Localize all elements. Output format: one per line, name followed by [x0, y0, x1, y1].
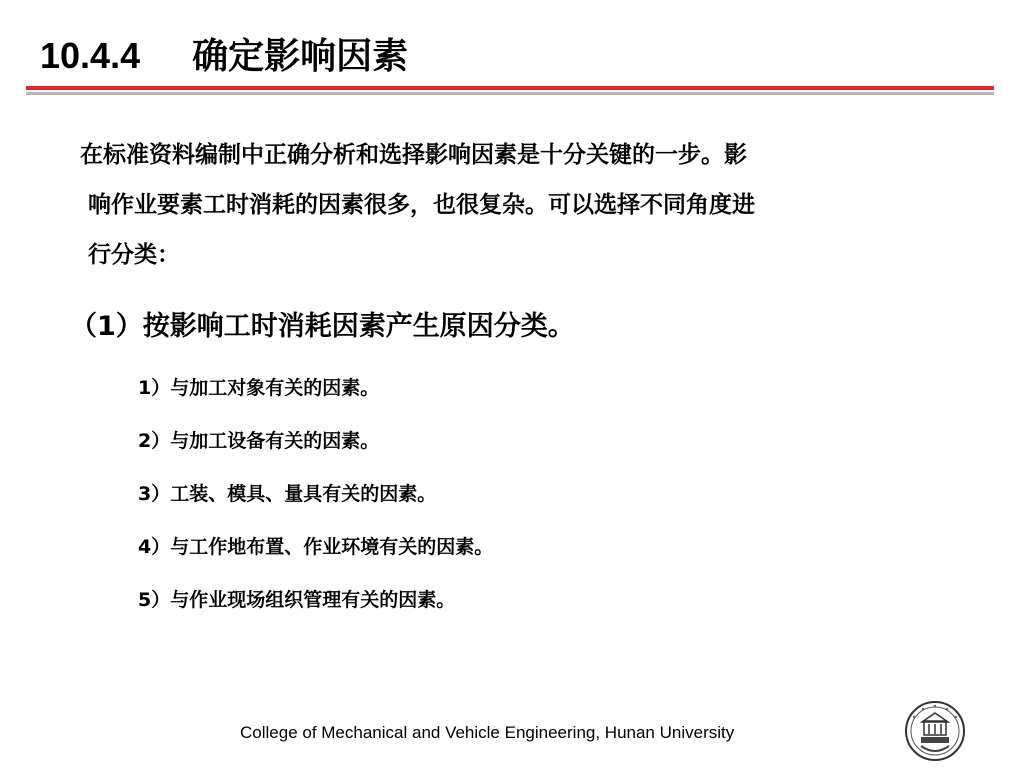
- list-item: 5）与作业现场组织管理有关的因素。: [138, 589, 456, 611]
- title-divider-red: [26, 86, 994, 90]
- list-item: 1）与加工对象有关的因素。: [138, 377, 380, 399]
- list-item: 2）与加工设备有关的因素。: [138, 430, 380, 452]
- intro-line: 行分类：: [88, 242, 180, 268]
- factor-list: [138, 370, 493, 635]
- section-number: 10.4.4: [40, 35, 141, 76]
- list-item: 3）工装、模具、量具有关的因素。: [138, 483, 437, 505]
- list-item: 4）与工作地布置、作业环境有关的因素。: [138, 536, 494, 558]
- intro-paragraph: [80, 130, 970, 280]
- footer-text: College of Mechanical and Vehicle Engineering, Hunan University: [240, 723, 735, 742]
- intro-line: 响作业要素工时消耗的因素很多，也很复杂。可以选择不同角度进: [88, 192, 755, 218]
- intro-line: 在标准资料编制中正确分析和选择影响因素是十分关键的一步。影: [80, 142, 747, 168]
- title-divider-gray: [26, 92, 994, 95]
- title-text: 确定影响因素: [192, 36, 409, 77]
- slide-title: [40, 28, 408, 84]
- university-seal-icon: [904, 700, 966, 762]
- subheading: （1）按影响工时消耗因素产生原因分类。: [70, 311, 575, 342]
